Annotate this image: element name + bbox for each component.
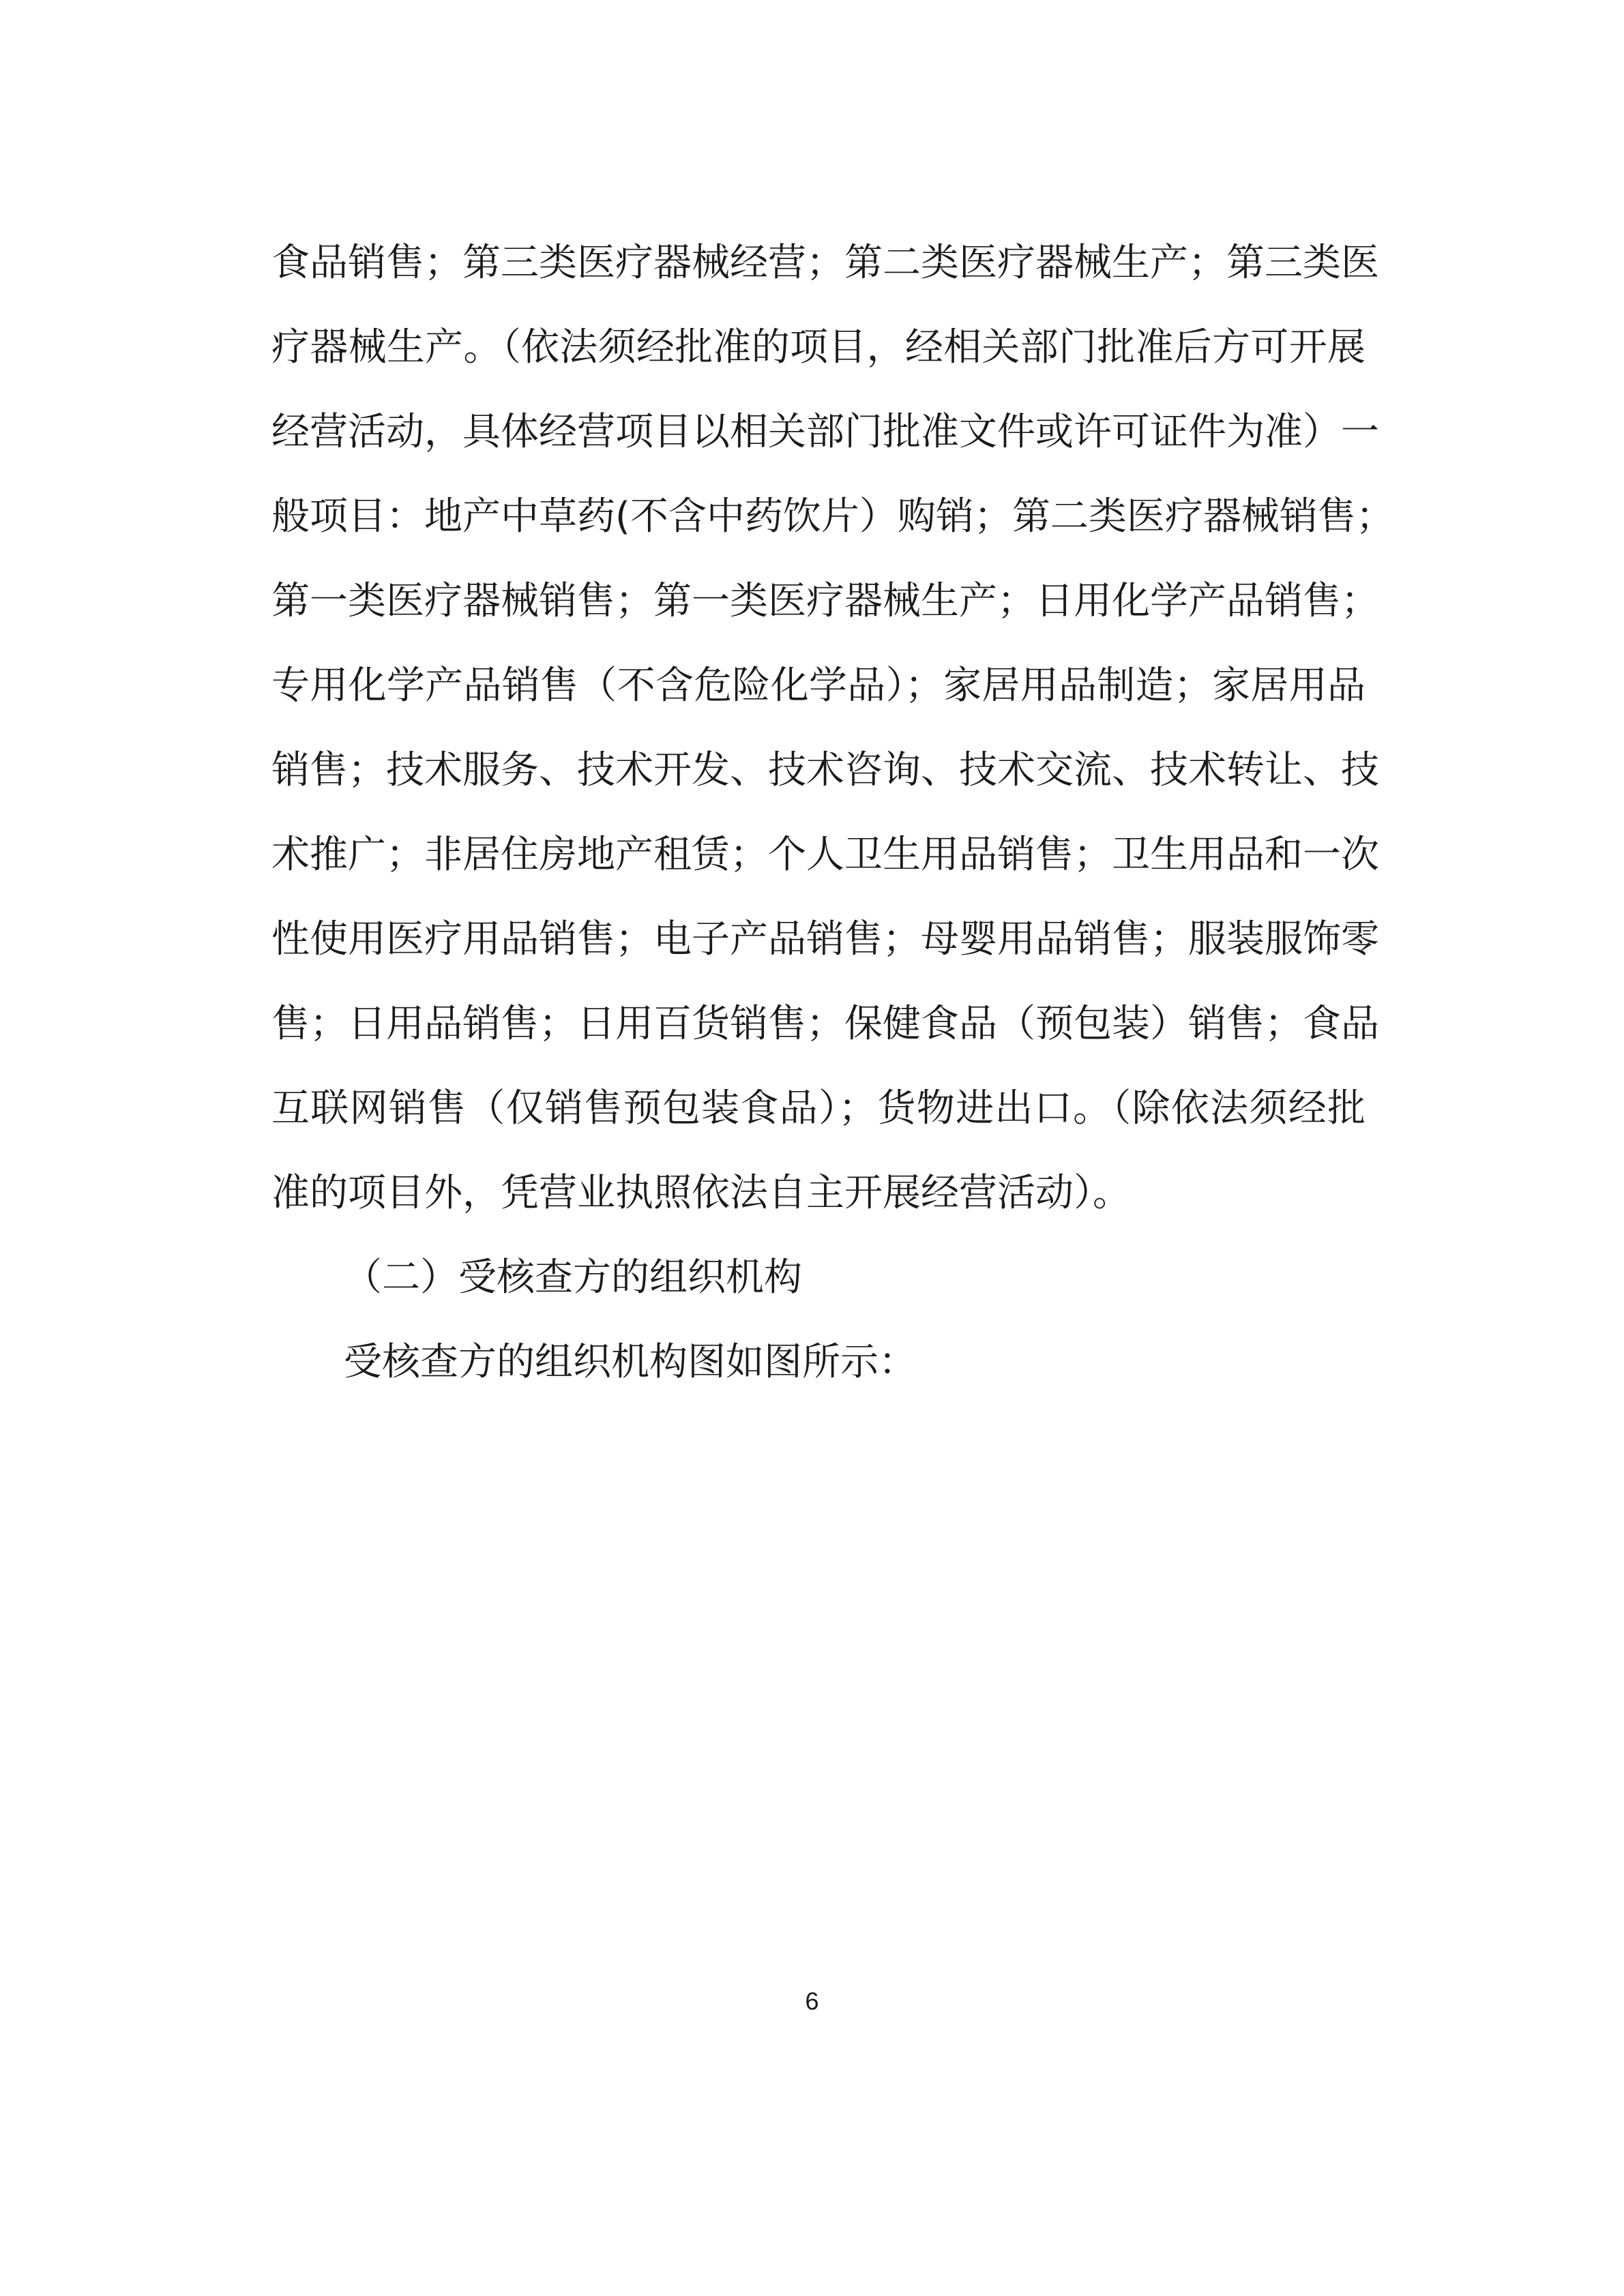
paragraph-line: 销售；技术服务、技术开发、技术咨询、技术交流、技术转让、技 <box>271 748 1379 792</box>
paragraph-line: 般项目：地产中草药(不含中药饮片）购销；第二类医疗器械销售； <box>271 494 1394 539</box>
paragraph-line: 第一类医疗器械销售；第一类医疗器械生产；日用化学产品销售； <box>271 579 1379 623</box>
paragraph-line: 食品销售；第三类医疗器械经营；第二类医疗器械生产；第三类医 <box>271 241 1379 285</box>
paragraph-line: 疗器械生产。（依法须经批准的项目，经相关部门批准后方可开展 <box>271 325 1365 370</box>
paragraph-line: 互联网销售（仅销售预包装食品）；货物进出口。（除依法须经批 <box>271 1086 1365 1131</box>
section-heading: （二）受核查方的组织机构 <box>344 1255 802 1300</box>
paragraph-line: 经营活动，具体经营项目以相关部门批准文件或许可证件为准）一 <box>271 410 1379 454</box>
page-number: 6 <box>805 1987 819 2015</box>
paragraph-line: 性使用医疗用品销售；电子产品销售；母婴用品销售；服装服饰零 <box>271 917 1379 961</box>
paragraph-line: 专用化学产品销售（不含危险化学品）；家居用品制造；家居用品 <box>271 664 1365 708</box>
section-text: 受核查方的组织机构图如图所示： <box>344 1340 917 1384</box>
paragraph-line: 售；日用品销售；日用百货销售；保健食品（预包装）销售；食品 <box>271 1002 1379 1046</box>
paragraph-line: 术推广；非居住房地产租赁；个人卫生用品销售；卫生用品和一次 <box>271 833 1379 877</box>
paragraph-line: 准的项目外，凭营业执照依法自主开展经营活动）。 <box>271 1171 1131 1215</box>
